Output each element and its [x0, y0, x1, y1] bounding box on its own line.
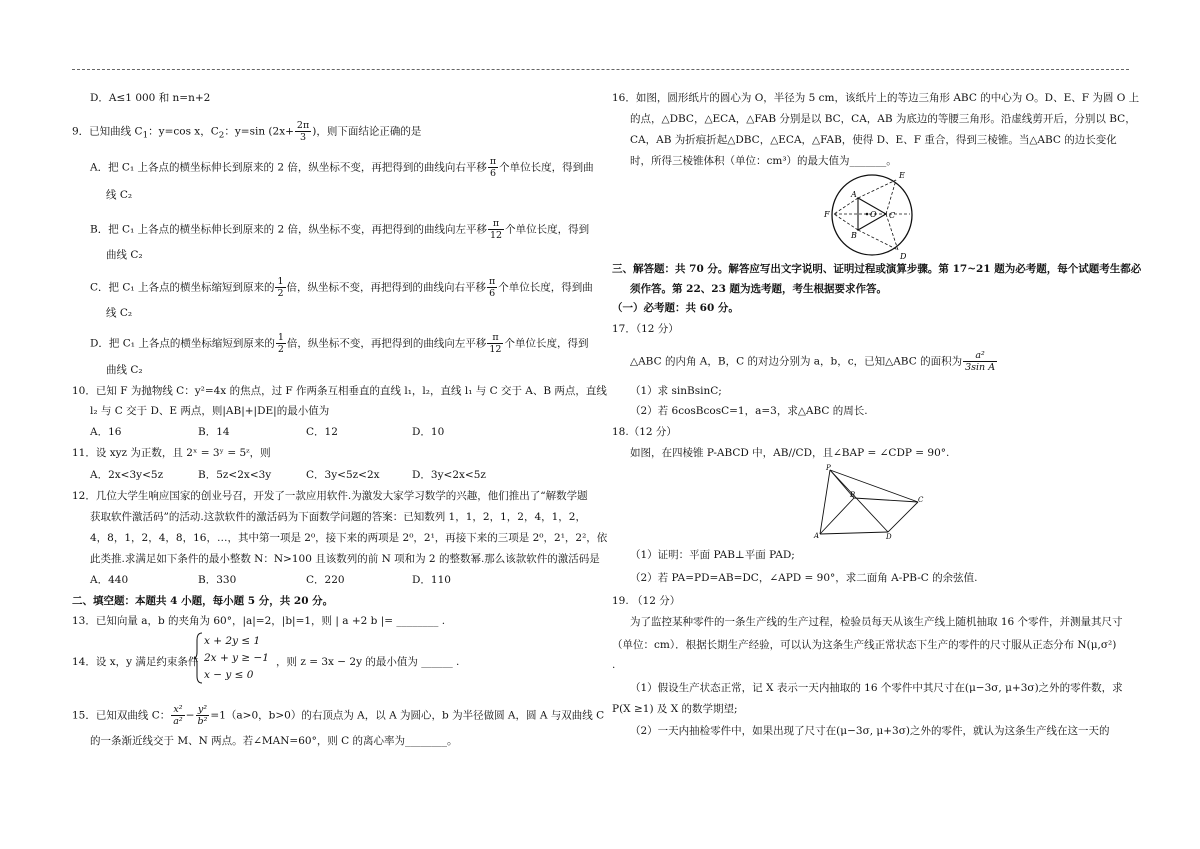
q17-part2: （2）若 6cosBcosC=1，a=3，求△ABC 的周长.: [630, 405, 868, 417]
q18-stem: 如图，在四棱锥 P-ABCD 中，AB//CD，且∠BAP = ∠CDP = 90°.: [630, 447, 950, 459]
label-e: E: [899, 171, 905, 180]
q12-option: D．110: [412, 574, 451, 586]
q16-line3: CA，AB 为折痕折起△DBC，△ECA，△FAB，使得 D、E、F 重合，得到三棱锥。当△ABC 的边长变化: [630, 134, 1117, 146]
label-a: A: [851, 190, 857, 199]
label-d: D: [900, 252, 907, 260]
q15-line1: 15．已知双曲线 C： $\frac{\text{x²}}{\text{a²}}$ − $\frac{\text{y²}}{\text{b²}}$ =1（a>0，b>0）的右顶点为 A，以 A 为圆心，b 为半径做圆 A，圆 A 与双曲线 C: [72, 704, 605, 727]
q12-line2: 获取软件激活码”的活动.这款软件的激活码为下面数学问题的答案：已知数列 1，1，2，1，2，4，1，2，: [90, 511, 586, 523]
label-c: C: [889, 211, 896, 220]
q9-d-fraction2: $\frac{\pi}{12}$: [489, 332, 502, 355]
q15-line2: 的一条渐近线交于 M、N 两点。若∠MAN=60°，则 C 的离心率为________。: [90, 735, 458, 747]
q9-option-a-line1: A．把 C₁ 上各点的横坐标伸长到原来的 2 倍，纵坐标不变，再把得到的曲线向右平移 $\frac{\pi}{6}$ 个单位长度，得到曲: [90, 156, 594, 179]
q9-stem-fraction: $\frac{2\pi}{3}$: [296, 120, 310, 143]
q9-option-d-line2: 曲线 C₂: [106, 364, 143, 376]
q11-option: C．3y<5z<2x: [306, 469, 380, 481]
q9-option-c-line1: C．把 C₁ 上各点的横坐标缩短到原来的 $\frac{1}{2}$ 倍，纵坐标不变，再把得到的曲线向右平移 $\frac{\pi}{6}$ 个单位长度，得到曲: [90, 276, 593, 299]
q9-option-d-line1: D．把 C₁ 上各点的横坐标缩短到原来的 $\frac{1}{2}$ 倍，纵坐标不变，再把得到的曲线向左平移 $\frac{\pi}{12}$ 个单位长度，得到: [90, 332, 589, 355]
q10-line2: l₂ 与 C 交于 D、E 两点，则|AB|+|DE|的最小值为: [90, 405, 330, 417]
q17-fraction: $\frac{\text{a²}}{\text{3sin A}}$: [965, 350, 996, 373]
label-d: D: [886, 533, 892, 540]
section3-heading-line2: 须作答。第 22、23 题为选考题，考生根据要求作答。: [630, 283, 888, 295]
label-c: C: [918, 496, 924, 504]
q19-line2: （单位：cm）．根据长期生产经验，可以认为这条生产线正常状态下生产的零件的尺寸服从正态分布 N(μ,σ²): [612, 639, 1117, 651]
q14-brace: [194, 632, 204, 684]
q12-line4: 此类推.求满足如下条件的最小整数 N：N>100 且该数列的前 N 项和为 2 的整数幂.那么该款软件的激活码是: [90, 553, 600, 565]
q18-pyramid-figure: [812, 464, 924, 540]
q11-option: D．3y<2x<5z: [412, 469, 486, 481]
q10-option: D．10: [412, 426, 445, 438]
q9-option-a-line2: 线 C₂: [106, 189, 133, 201]
q9-stem: 9．已知曲线 $C_1$：y=cos x，$C_2$：y=sin (2x+ $\frac{2\pi}{3}$ )，则下面结论正确的是: [72, 120, 422, 143]
q14-tail: ，则 z = 3x − 2y 的最小值为 ______ .: [276, 656, 460, 668]
q16-line1: 16．如图，圆形纸片的圆心为 O，半径为 5 cm，该纸片上的等边三角形 ABC 的中心为 O。D、E、F 为圆 O 上: [612, 92, 1140, 104]
q15-fraction-y: $\frac{\text{y²}}{\text{b²}}$: [197, 704, 208, 727]
q19-part1-line1: （1）假设生产状态正常，记 X 表示一天内抽取的 16 个零件中其尺寸在(μ−3σ, μ+3σ)之外的零件数，求: [630, 682, 1123, 694]
q11-option: A．2x<3y<5z: [90, 469, 164, 481]
q9-a-fraction: $\frac{\pi}{6}$: [489, 156, 497, 179]
q15-fraction-x: $\frac{\text{x²}}{\text{a²}}$: [173, 704, 183, 727]
q14-constraint-2: 2x + y ≥ −1: [204, 652, 269, 664]
q18-part2: （2）若 PA=PD=AB=DC，∠APD = 90°，求二面角 A-PB-C 的余弦值.: [630, 572, 978, 584]
q9-b-fraction: $\frac{\pi}{12}$: [490, 218, 503, 241]
q8-option-d: D．A≤1 000 和 n=n+2: [90, 92, 211, 104]
label-a: A: [814, 532, 820, 540]
q9-option-c-line2: 线 C₂: [106, 307, 133, 319]
q11-option: B．5z<2x<3y: [198, 469, 272, 481]
q12-option: C．220: [306, 574, 345, 586]
q19-line3: .: [612, 659, 616, 671]
q11-stem: 11．设 xyz 为正数，且 2ˣ = 3ʸ = 5ᶻ，则: [72, 447, 271, 459]
q16-circle-figure: [822, 170, 926, 260]
q13: 13．已知向量 a，b 的夹角为 60°，|a|=2，|b|=1，则 | a +2 b |= ________ .: [72, 615, 446, 627]
q14-constraint-3: x − y ≤ 0: [204, 669, 254, 681]
pyramid-edges: [820, 470, 918, 534]
q18-part1: （1）证明：平面 PAB⊥平面 PAD;: [630, 549, 795, 561]
q19-line1: 为了监控某种零件的一条生产线的生产过程，检验员每天从该生产线上随机抽取 16 个零件，并测量其尺寸: [630, 616, 1123, 628]
q18-head: 18.（12 分）: [612, 426, 677, 438]
q17-head: 17．（12 分）: [612, 323, 679, 335]
q12-line3: 4，8，1，2，4，8，16，…，其中第一项是 2⁰，接下来的两项是 2⁰，2¹，再接下来的三项是 2⁰，2¹，2²，依: [90, 532, 608, 544]
q10-line1: 10．已知 F 为抛物线 C：y²=4x 的焦点，过 F 作两条互相垂直的直线 l₁，l₂，直线 l₁ 与 C 交于 A、B 两点，直线: [72, 385, 607, 397]
q10-option: C．12: [306, 426, 338, 438]
label-b: B: [851, 231, 857, 240]
section3-heading-line1: 三、解答题：共 70 分。解答应写出文字说明、证明过程或演算步骤。第 17~21 题为必考题，每个试题考生都必: [612, 263, 1142, 275]
q16-line2: 的点，△DBC，△ECA，△FAB 分别是以 BC，CA，AB 为底边的等腰三角形。沿虚线剪开后，分别以 BC，: [630, 113, 1136, 125]
label-p: P: [826, 464, 831, 472]
q14-constraint-1: x + 2y ≤ 1: [204, 635, 261, 647]
q12-line1: 12．几位大学生响应国家的创业号召，开发了一款应用软件.为激发大家学习数学的兴趣，他们推出了“解数学题: [72, 490, 588, 502]
center-dot: [866, 213, 869, 216]
section2-heading: 二、填空题：本题共 4 小题，每小题 5 分，共 20 分。: [72, 595, 334, 607]
q12-option: A．440: [90, 574, 129, 586]
q12-option: B．330: [198, 574, 237, 586]
q16-line4: 时，所得三棱锥体积（单位：cm³）的最大值为_______。: [630, 155, 897, 167]
q10-option: B．14: [198, 426, 230, 438]
q19-head: 19. （12 分）: [612, 595, 681, 607]
q10-option: A．16: [90, 426, 122, 438]
label-f: F: [824, 210, 830, 219]
label-o: O: [870, 210, 877, 219]
q9-c-fraction2: $\frac{\pi}{6}$: [489, 276, 496, 299]
label-b: B: [850, 491, 856, 499]
q17-part1: （1）求 sinBsinC;: [630, 385, 722, 397]
q14-lead: 14．设 x，y 满足约束条件: [72, 656, 199, 668]
q19-part2: （2）一天内抽检零件中，如果出现了尺寸在(μ−3σ, μ+3σ)之外的零件，就认为这条生产线在这一天的: [630, 725, 1110, 737]
q9-d-fraction1: $\frac{1}{2}$: [277, 332, 284, 355]
q9-option-b-line1: B．把 C₁ 上各点的横坐标伸长到原来的 2 倍，纵坐标不变，再把得到的曲线向左平移 $\frac{\pi}{12}$ 个单位长度，得到: [90, 218, 590, 241]
q9-c-fraction1: $\frac{1}{2}$: [277, 276, 284, 299]
q9-option-b-line2: 曲线 C₂: [106, 249, 143, 261]
q17-stem: △ABC 的内角 A，B，C 的对边分别为 a，b，c，已知△ABC 的面积为 $\frac{\text{a²}}{\text{3sin A}}$: [630, 350, 996, 373]
header-divider: [72, 69, 1129, 70]
section3-subheading: （一）必考题：共 60 分。: [612, 302, 739, 314]
q19-part1-line2: P(X ≥1) 及 X 的数学期望;: [612, 703, 738, 715]
